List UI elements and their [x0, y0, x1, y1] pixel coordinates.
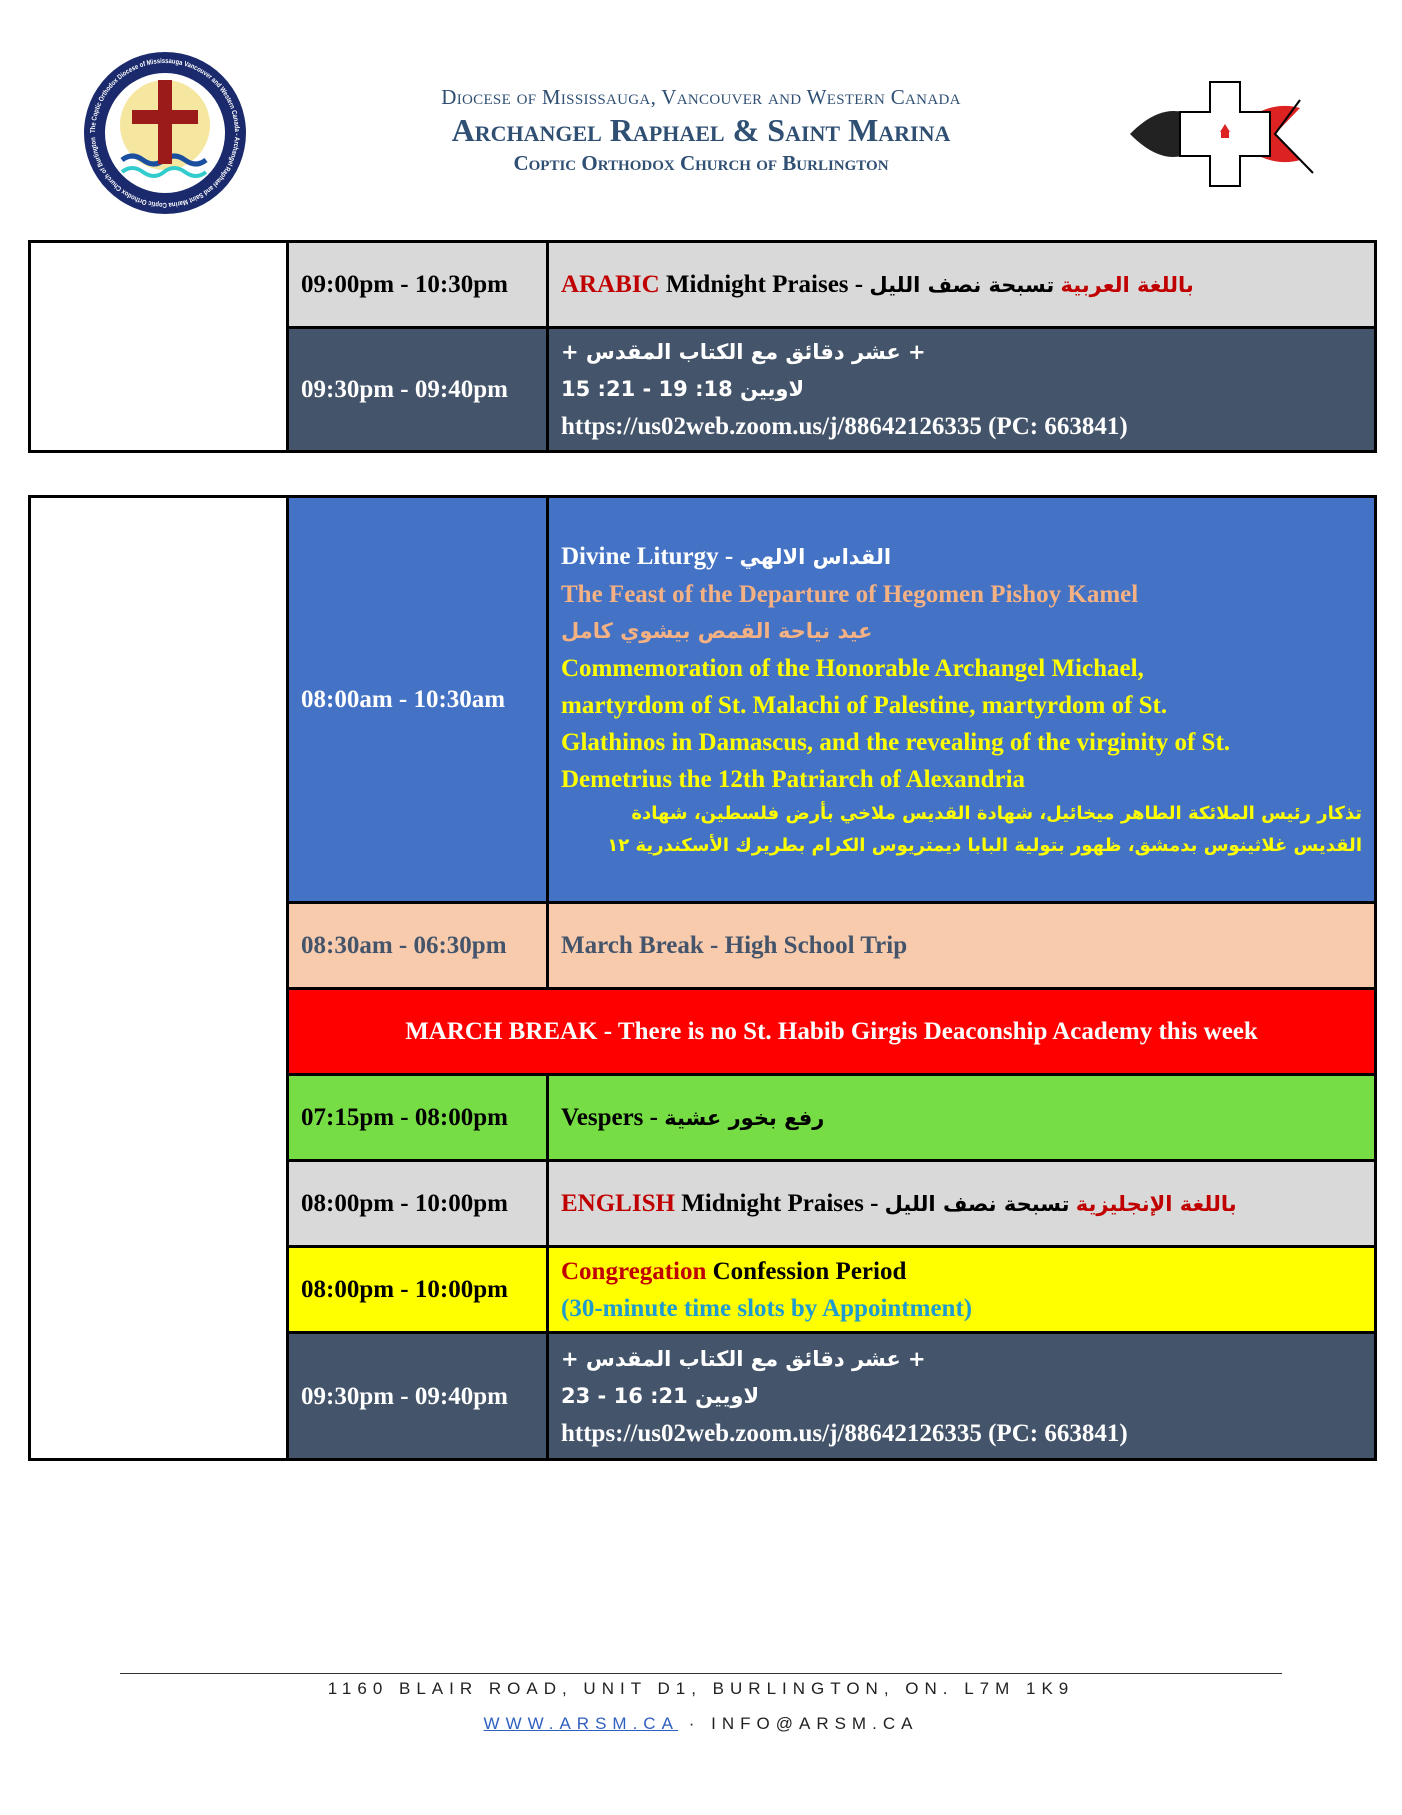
- day-cell: [30, 242, 288, 452]
- seal-ring-text-path: The Coptic Orthodox Diocese of Mississauga Vancouver and Western Canada - Archangel Raphael and Saint Marina Coptic Orthodox Church of Burlington: [89, 57, 241, 209]
- event-cell: [548, 328, 1376, 452]
- bible-reading-title: + عشر دقائق مع الكتاب المقدس +: [561, 1346, 926, 1371]
- bible-reading-title: + عشر دقائق مع الكتاب المقدس +: [561, 340, 926, 364]
- event-title: Midnight Praises -: [681, 1189, 885, 1217]
- schedule-table-friday: [28, 240, 1377, 453]
- time-cell: 08:00pm - 10:00pm: [288, 1247, 548, 1333]
- bible-reading-ref: لاويين 21: 16 - 23: [561, 1383, 760, 1408]
- church-subtitle: Coptic Orthodox Church of Burlington: [513, 151, 889, 175]
- schedule-table-saturday: [28, 495, 1377, 1461]
- diocese-name: Diocese of Mississauga, Vancouver and Western Canada: [441, 85, 961, 109]
- commemoration-line: Demetrius the 12th Patriarch of Alexandria: [561, 765, 1026, 793]
- footer-divider: [120, 1673, 1282, 1674]
- event-cell: March Break - High School Trip: [548, 903, 1376, 989]
- event-title-ar-red: باللغة الإنجليزية: [1075, 1191, 1237, 1216]
- church-name: Archangel Raphael & Saint Marina: [451, 112, 951, 148]
- table-row: [30, 242, 1376, 328]
- language-label: ENGLISH: [561, 1189, 675, 1217]
- event-cell: [548, 1075, 1376, 1161]
- march-break-banner: MARCH BREAK - There is no St. Habib Girgis Deaconship Academy this week: [288, 989, 1376, 1075]
- congregation-label: Congregation: [561, 1257, 707, 1285]
- event-cell: [548, 1247, 1376, 1333]
- website-link[interactable]: WWW.ARSM.CA: [483, 1714, 678, 1733]
- time-cell: 08:00pm - 10:00pm: [288, 1161, 548, 1247]
- day-cell: Saturday [03/21]: [30, 497, 288, 1460]
- event-title-ar: تسبحة نصف الليل: [884, 1191, 1070, 1216]
- event-title-ar: رفع بخور عشية: [664, 1105, 825, 1130]
- event-title-ar: تسبحة نصف الليل: [869, 272, 1055, 297]
- zoom-link[interactable]: https://us02web.zoom.us/j/88642126335 (PC: 663841): [561, 413, 1128, 440]
- event-title: Confession Period: [706, 1257, 907, 1285]
- separator: ·: [678, 1714, 712, 1733]
- time-cell: 09:30pm - 09:40pm: [288, 1333, 548, 1460]
- commemoration-line: martyrdom of St. Malachi of Palestine, martyrdom of St.: [561, 691, 1168, 719]
- footer-address: 1160 BLAIR ROAD, UNIT D1, BURLINGTON, ON. L7M 1K9: [327, 1679, 1075, 1698]
- table-row: [30, 497, 1376, 903]
- commemoration-ar-line: تذكار رئيس الملائكة الطاهر ميخائيل، شهادة القديس ملاخي بأرض فلسطين، شهادة: [631, 802, 1362, 824]
- event-title-ar: القداس الالهي: [739, 544, 892, 569]
- event-cell: [548, 242, 1376, 328]
- time-cell: 09:30pm - 09:40pm: [288, 328, 548, 452]
- commemoration-line: Glathinos in Damascus, and the revealing of the virginity of St.: [561, 728, 1231, 756]
- event-title: Vespers -: [561, 1103, 665, 1131]
- email-link[interactable]: INFO@ARSM.CA: [711, 1714, 919, 1733]
- commemoration-line: Commemoration of the Honorable Archangel Michael,: [561, 654, 1144, 682]
- zoom-link[interactable]: https://us02web.zoom.us/j/88642126335 (PC: 663841): [561, 1419, 1128, 1447]
- language-label: ARABIC: [561, 270, 660, 298]
- event-title-ar-red: باللغة العربية: [1060, 272, 1194, 297]
- commemoration-ar-line: القديس غلاثينوس بدمشق، ظهور بتولية البابا ديمتريوس الكرام بطريرك الأسكندرية ١٢: [607, 834, 1362, 856]
- event-cell: [548, 497, 1376, 903]
- time-cell: 09:00pm - 10:30pm: [288, 242, 548, 328]
- event-title: Midnight Praises -: [665, 270, 870, 298]
- event-cell: [548, 1333, 1376, 1460]
- bible-reading-ref: لاويين 18: 19 - 21: 15: [561, 377, 805, 401]
- time-cell: 07:15pm - 08:00pm: [288, 1075, 548, 1161]
- letterhead: [0, 85, 1402, 176]
- footer-contact: [0, 1714, 1402, 1734]
- appointment-note: (30-minute time slots by Appointment): [561, 1294, 973, 1322]
- event-cell: [548, 1161, 1376, 1247]
- time-cell: 08:00am - 10:30am: [288, 497, 548, 903]
- event-title: Divine Liturgy -: [561, 542, 740, 570]
- time-cell: 08:30am - 06:30pm: [288, 903, 548, 989]
- feast-title-ar: عيد نياحة القمص بيشوي كامل: [561, 618, 873, 643]
- feast-title: The Feast of the Departure of Hegomen Pishoy Kamel: [561, 580, 1139, 608]
